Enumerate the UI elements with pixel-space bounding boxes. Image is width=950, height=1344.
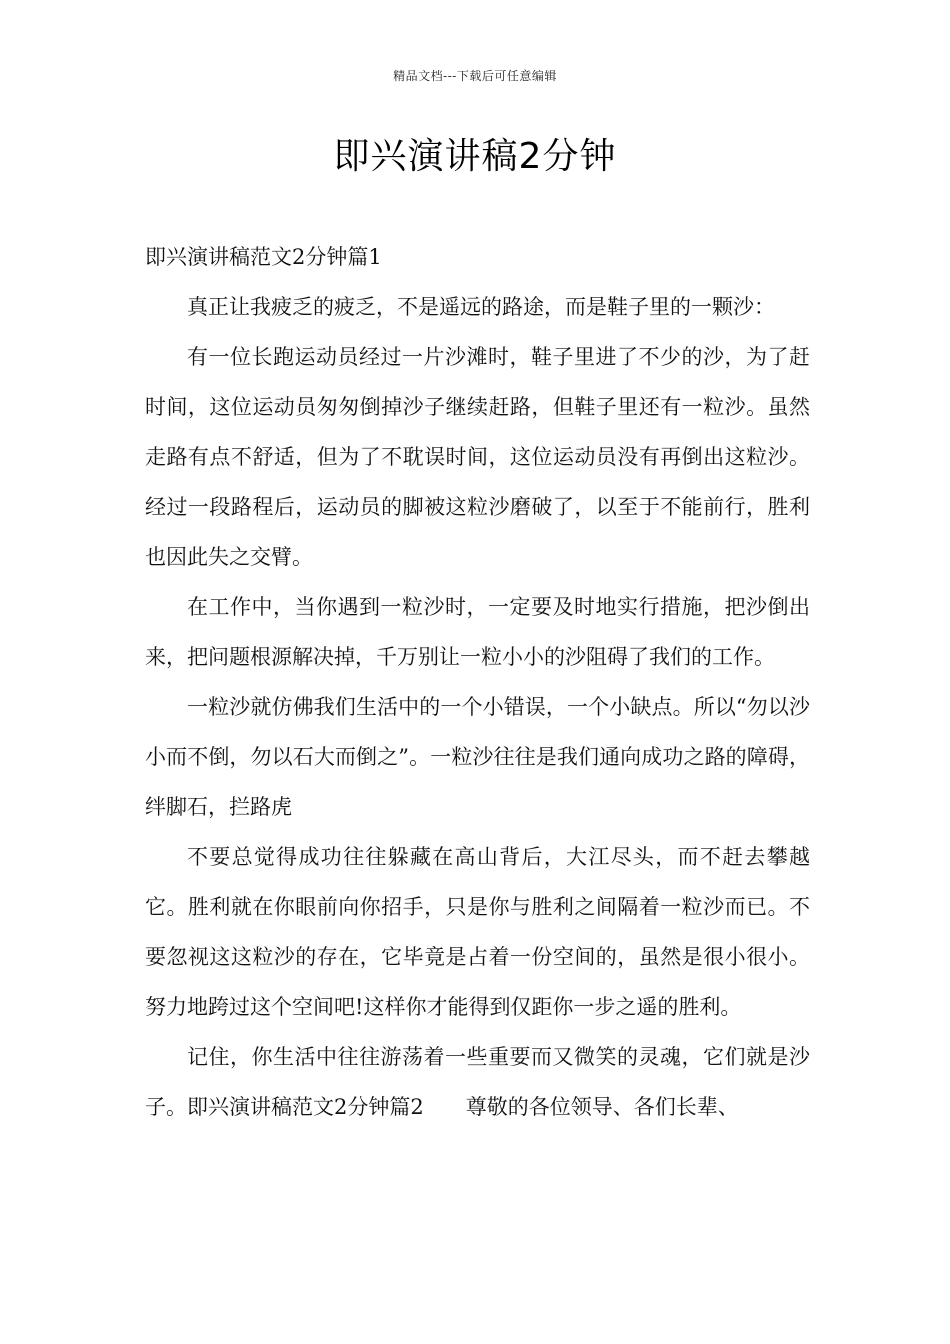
paragraph — [145, 1032, 810, 1132]
document-body — [145, 232, 810, 1132]
paragraph-text: 记住，你生活中往往游荡着一些重要而又微笑的灵魂，它们就是沙子。即兴演讲稿范文2分钟篇2 — [145, 1045, 810, 1119]
paragraph: 真正让我疲乏的疲乏，不是遥远的路途，而是鞋子里的一颗沙： — [187, 295, 775, 319]
paragraph-text: 尊敬的各位领导、各们长辈、 — [465, 1095, 739, 1119]
paragraph: 有一位长跑运动员经过一片沙滩时，鞋子里进了不少的沙，为了赶时间，这位运动员匆匆倒掉沙子继续赶路，但鞋子里还有一粒沙。虽然走路有点不舒适，但为了不耽误时间，这位运动员没有再倒出这粒沙。经过一段路程后，运动员的脚被这粒沙磨破了，以至于不能前行，胜利也因此失之交臂。 — [145, 345, 810, 569]
paragraph: 在工作中，当你遇到一粒沙时，一定要及时地实行措施，把沙倒出来，把问题根源解决掉，千万别让一粒小小的沙阻碍了我们的工作。 — [145, 595, 810, 669]
paragraph: 一粒沙就仿佛我们生活中的一个小错误，一个小缺点。所以“勿以沙小而不倒，勿以石大而倒之”。一粒沙往往是我们通向成功之路的障碍，绊脚石，拦路虎 — [145, 695, 810, 819]
paragraph: 不要总觉得成功往往躲藏在高山背后，大江尽头，而不赶去攀越它。胜利就在你眼前向你招手，只是你与胜利之间隔着一粒沙而已。不要忽视这这粒沙的存在，它毕竟是占着一份空间的，虽然是很小很小。努力地跨过这个空间吧!这样你才能得到仅距你一步之遥的胜利。 — [145, 845, 810, 1019]
header-note: 精品文档---下载后可任意编辑 — [393, 69, 557, 83]
section-heading: 即兴演讲稿范文2分钟篇1 — [145, 245, 382, 269]
document-title: 即兴演讲稿2分钟 — [333, 136, 617, 177]
